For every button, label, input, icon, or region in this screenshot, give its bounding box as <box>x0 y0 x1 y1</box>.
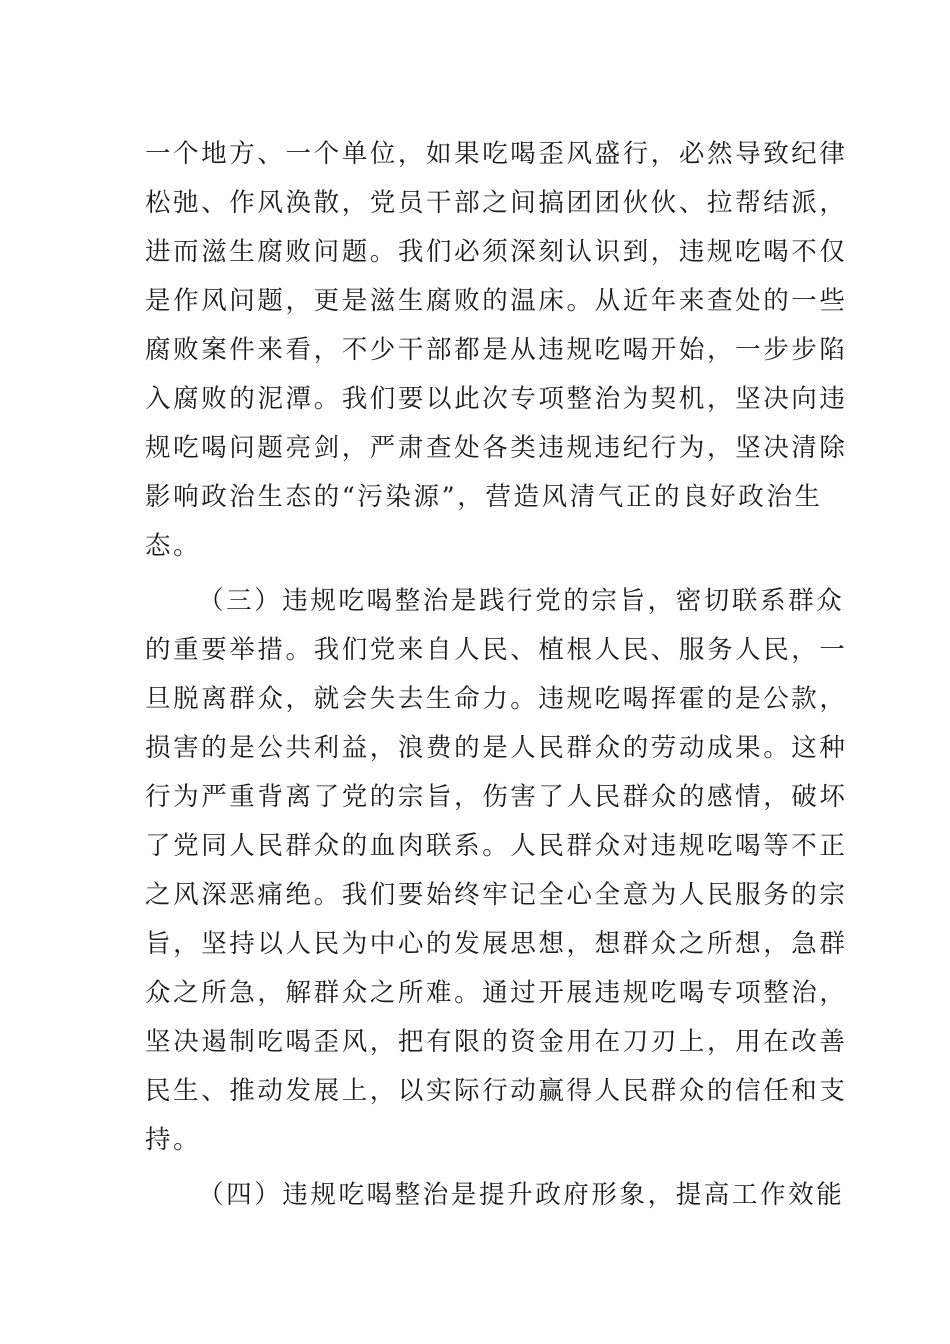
text-line: 进而滋生腐败问题。我们必须深刻认识到，违规吃喝不仅 <box>145 237 848 267</box>
text-line: 损害的是公共利益，浪费的是人民群众的劳动成果。这种 <box>145 733 848 763</box>
text-line: 之风深恶痛绝。我们要始终牢记全心全意为人民服务的宗 <box>145 880 848 910</box>
paragraph-heading-line: （四）违规吃喝整治是提升政府形象，提高工作效能 <box>198 1180 845 1210</box>
text-line: 的重要举措。我们党来自人民、植根人民、服务人民，一 <box>145 635 848 665</box>
text-line: 了党同人民群众的血肉联系。人民群众对违规吃喝等不正 <box>145 831 848 861</box>
text-line: 坚决遏制吃喝歪风，把有限的资金用在刀刃上，用在改善 <box>145 1027 848 1057</box>
text-line: 规吃喝问题亮剑，严肃查处各类违规违纪行为，坚决清除 <box>145 433 848 463</box>
text-line: 旨，坚持以人民为中心的发展思想，想群众之所想，急群 <box>145 929 848 959</box>
text-line: 旦脱离群众，就会失去生命力。违规吃喝挥霍的是公款， <box>145 684 848 714</box>
text-line: 是作风问题，更是滋生腐败的温床。从近年来查处的一些 <box>145 286 848 316</box>
text-line: 入腐败的泥潭。我们要以此次专项整治为契机，坚决向违 <box>145 384 848 414</box>
text-line: 松弛、作风涣散，党员干部之间搞团团伙伙、拉帮结派， <box>145 188 848 218</box>
text-line: 民生、推动发展上，以实际行动赢得人民群众的信任和支 <box>145 1076 848 1106</box>
paragraph-heading-line: （三）违规吃喝整治是践行党的宗旨，密切联系群众 <box>198 586 845 616</box>
text-line: 一个地方、一个单位，如果吃喝歪风盛行，必然导致纪律 <box>145 139 848 169</box>
text-line: 众之所急，解群众之所难。通过开展违规吃喝专项整治， <box>145 978 848 1008</box>
text-line: 态。 <box>145 531 202 561</box>
text-line: 持。 <box>145 1125 202 1155</box>
text-line: 影响政治生态的“污染源”，营造风清气正的良好政治生 <box>145 482 823 512</box>
text-line: 行为严重背离了党的宗旨，伤害了人民群众的感情，破坏 <box>145 782 848 812</box>
text-line: 腐败案件来看，不少干部都是从违规吃喝开始，一步步陷 <box>145 335 848 365</box>
